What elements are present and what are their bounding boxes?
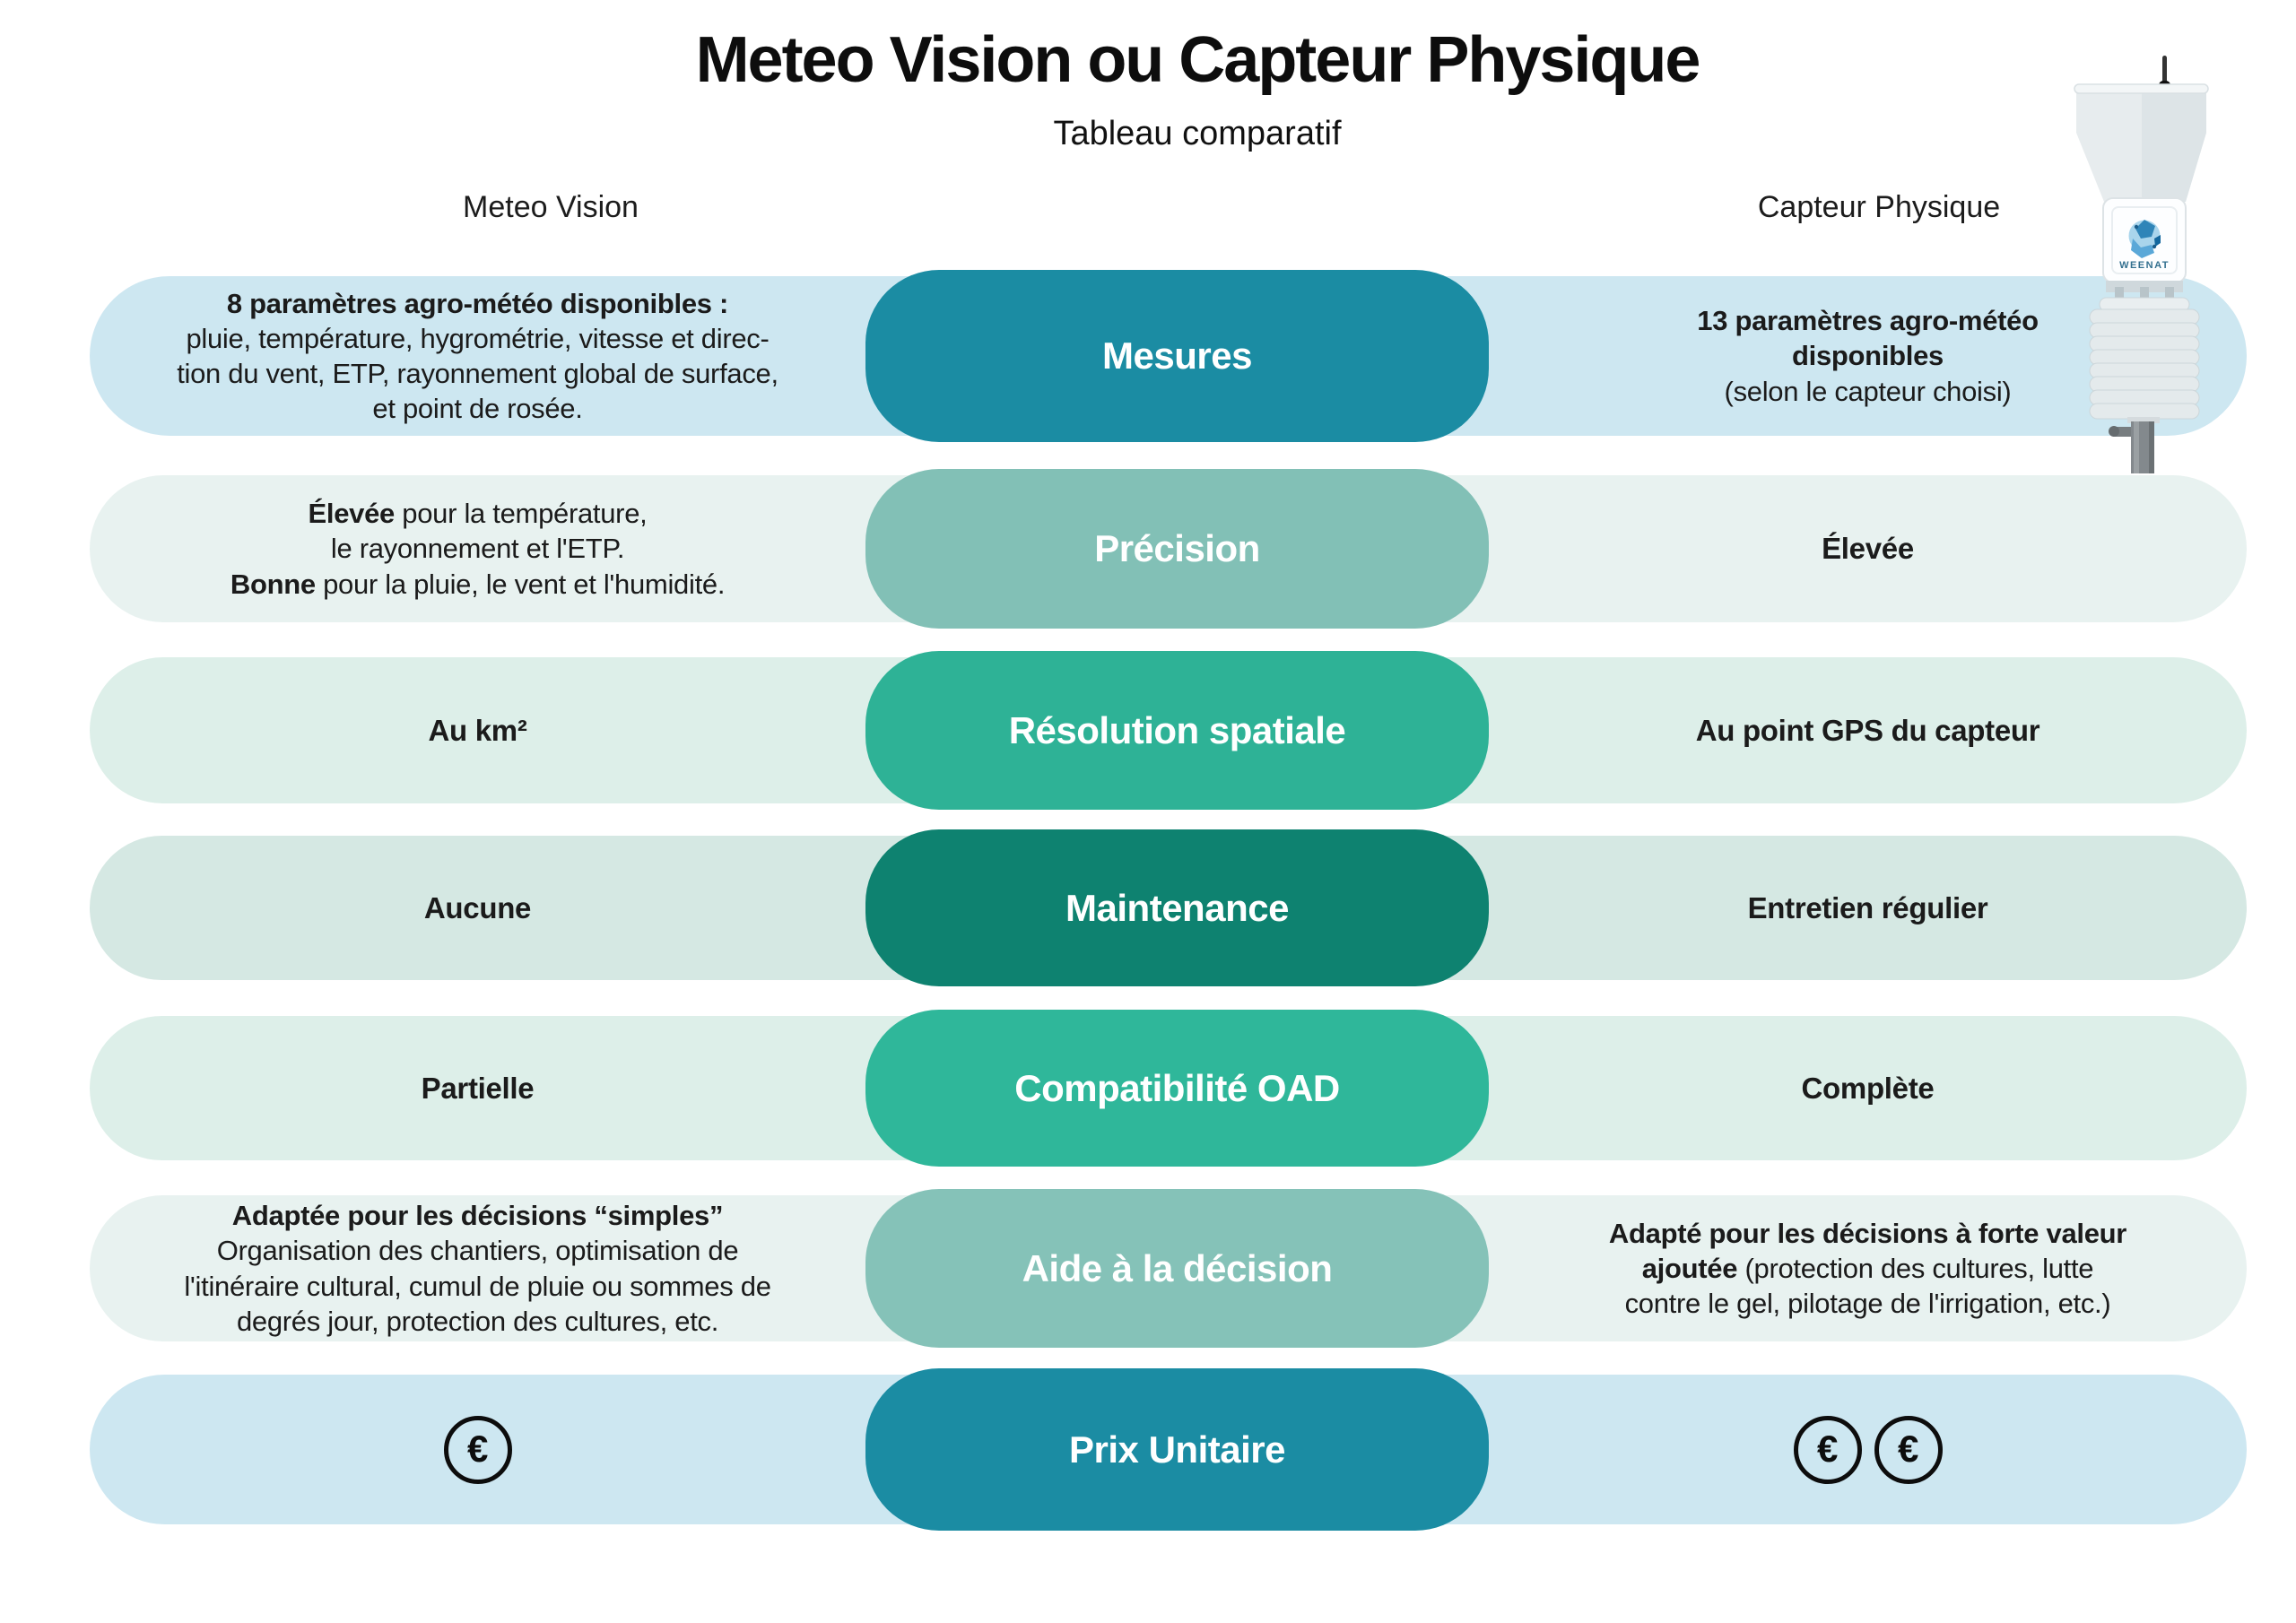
weather-station-image — [2072, 54, 2235, 475]
category-pill-prix-unitaire — [865, 1368, 1489, 1531]
cell-heading: disponibles — [1792, 340, 1944, 372]
table-row-prix-unitaire — [90, 1375, 2247, 1524]
capteur-physique-cell — [1489, 657, 2247, 803]
capteur-physique-cell — [1489, 1016, 2247, 1160]
cell-line: et point de rosée. — [372, 393, 583, 425]
antenna-icon — [2162, 56, 2167, 84]
cell-line — [230, 496, 725, 531]
cell-emphasis: ajoutée — [1641, 1252, 1738, 1284]
cell-line: (selon le capteur choisi) — [1724, 375, 2012, 407]
cell-line: degrés jour, protection des cultures, etc. — [236, 1305, 719, 1337]
cell-text: (protection des cultures, lutte — [1737, 1252, 2094, 1284]
category-label: Compatibilité OAD — [1014, 1066, 1340, 1109]
category-pill-precision — [865, 469, 1489, 629]
cell-heading: 13 paramètres agro-météo — [1697, 305, 2039, 337]
cell-value: Partielle — [421, 1071, 535, 1105]
cell-value: Au point GPS du capteur — [1695, 713, 2040, 747]
cell-value: Au km² — [428, 713, 527, 747]
category-label: Maintenance — [1065, 886, 1289, 929]
category-pill-compatibilite-oad — [865, 1010, 1489, 1167]
capteur-physique-cell — [1489, 475, 2247, 622]
category-pill-resolution-spatiale — [865, 651, 1489, 810]
cell-line — [1609, 1251, 2126, 1286]
table-row-mesures — [90, 276, 2247, 436]
comparison-table — [90, 0, 2247, 1623]
capteur-physique-cell — [1489, 1195, 2247, 1341]
table-row-aide-a-la-decision — [90, 1195, 2247, 1341]
capteur-physique-cell — [1489, 1375, 2247, 1524]
cell-line: l'itinéraire cultural, cumul de pluie ou sommes de — [184, 1270, 771, 1302]
euro-icon: € — [1874, 1416, 1943, 1484]
cell-heading: 8 paramètres agro-météo disponibles : — [226, 287, 729, 319]
table-row-maintenance — [90, 836, 2247, 980]
meteo-vision-cell — [90, 1375, 865, 1524]
column-header-meteo-vision: Meteo Vision — [463, 190, 639, 224]
cell-line: contre le gel, pilotage de l'irrigation, etc.) — [1624, 1288, 2111, 1320]
euro-icon: € — [1794, 1416, 1862, 1484]
category-label: Résolution spatiale — [1008, 708, 1346, 751]
cell-line: le rayonnement et l'ETP. — [330, 533, 625, 565]
meteo-vision-cell — [90, 475, 865, 622]
cell-emphasis: Élevée — [308, 498, 395, 530]
meteo-vision-cell — [90, 836, 865, 980]
cell-heading: Adaptée pour les décisions “simples” — [231, 1200, 724, 1232]
page-title: Meteo Vision ou Capteur Physique — [695, 24, 1700, 96]
table-row-compatibilite-oad — [90, 1016, 2247, 1160]
cell-text: pour la température, — [394, 498, 648, 530]
meteo-vision-cell — [90, 657, 865, 803]
euro-icon: € — [444, 1416, 512, 1484]
cell-line — [230, 567, 725, 602]
cell-value: Entretien régulier — [1747, 890, 1988, 924]
cell-heading: Adapté pour les décisions à forte valeur — [1608, 1217, 2127, 1249]
table-row-resolution-spatiale — [90, 657, 2247, 803]
cell-value: Complète — [1801, 1071, 1935, 1105]
cell-line: tion du vent, ETP, rayonnement global de surface, — [177, 358, 778, 389]
cell-value: Aucune — [423, 890, 532, 924]
capteur-physique-cell — [1489, 836, 2247, 980]
meteo-vision-cell — [90, 1195, 865, 1341]
category-label: Mesures — [1102, 334, 1252, 377]
category-pill-mesures — [865, 270, 1489, 442]
category-pill-aide-a-la-decision — [865, 1189, 1489, 1348]
category-label: Prix Unitaire — [1069, 1428, 1285, 1471]
category-label: Aide à la décision — [1022, 1246, 1333, 1289]
cell-line: pluie, température, hygrométrie, vitesse et direc- — [186, 322, 770, 354]
cell-text: pour la pluie, le vent et l'humidité. — [315, 568, 726, 600]
cell-emphasis: Bonne — [230, 568, 316, 600]
cell-value: Élevée — [1822, 532, 1914, 566]
page-subtitle: Tableau comparatif — [1053, 115, 1342, 152]
category-label: Précision — [1094, 527, 1260, 569]
category-pill-maintenance — [865, 829, 1489, 986]
column-header-capteur-physique: Capteur Physique — [1757, 190, 2001, 224]
meteo-vision-cell — [90, 276, 865, 436]
table-row-precision — [90, 475, 2247, 622]
cell-line: Organisation des chantiers, optimisation de — [216, 1235, 739, 1267]
meteo-vision-cell — [90, 1016, 865, 1160]
weenat-brand-text: WEENAT — [2119, 260, 2170, 271]
